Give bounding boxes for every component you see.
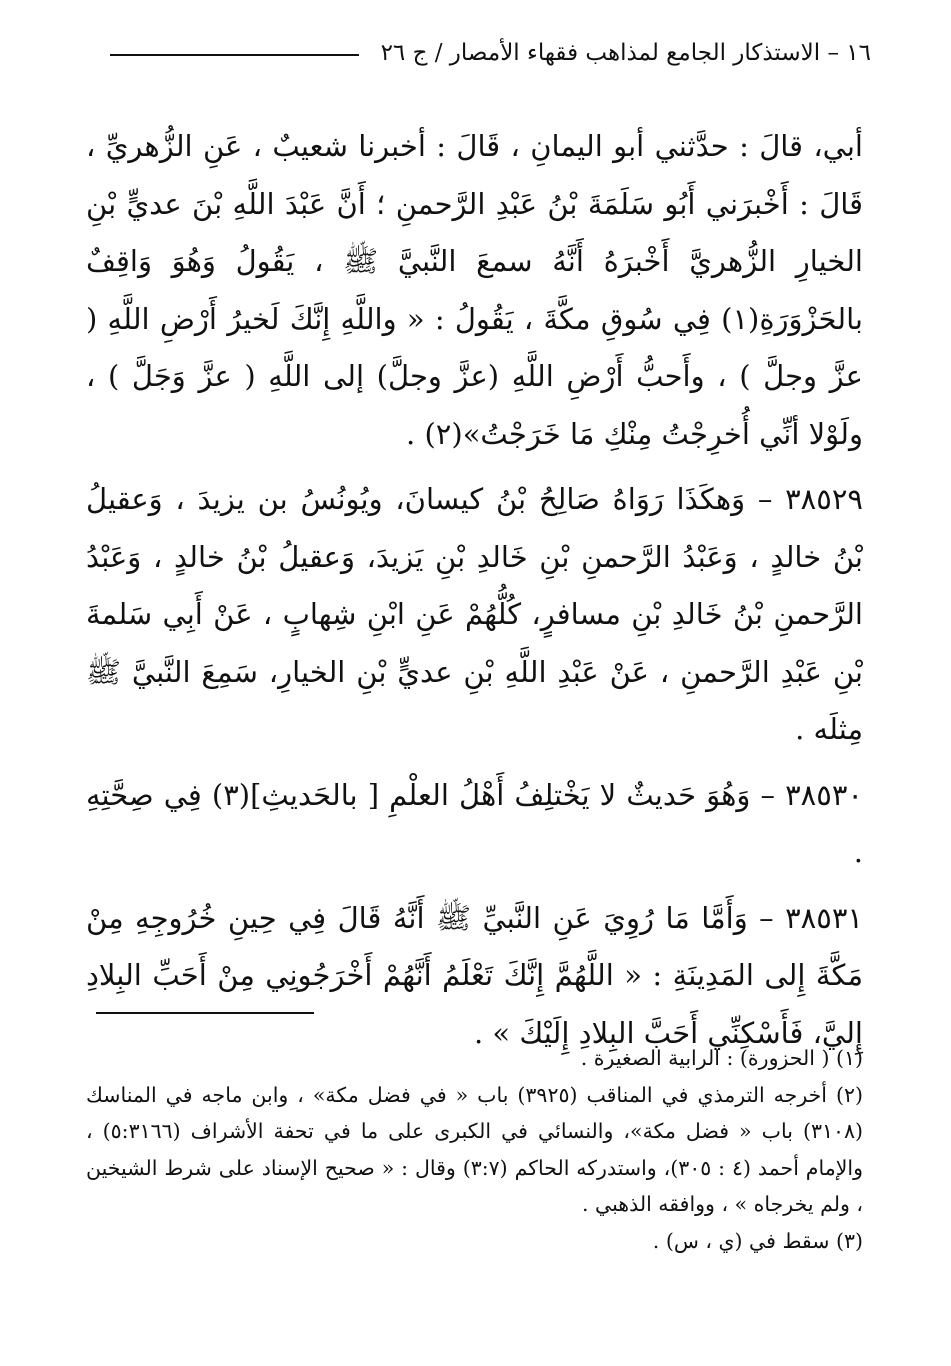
footnotes bbox=[86, 1040, 863, 1259]
paragraph-38531: ٣٨٥٣١ – وَأَمَّا مَا رُوِيَ عَنِ النَّبيِّ ﷺ أَنَّهُ قَالَ فِي حِينِ خُرُوجِهِ مِنْ مَكَّةَ إِلى المَدِينَةِ : « اللَّهُمَّ إِنَّكَ تَعْلَمُ أَنَّهُمْ أَخْرَجُونِي مِنْ أَحَبِّ البِلادِ إِليَّ، فَأَسْكِنِّي أَحَبَّ البِلادِ إِلَيْكَ » . bbox=[86, 900, 863, 1050]
paragraph-hadith-intro: أبي، قالَ : حدَّثني أبو اليمانِ ، قَالَ : أخبرنا شعيبٌ ، عَنِ الزُّهريِّ ، قَالَ : أَخْبرَني أَبُو سَلَمَةَ بْنُ عَبْدِ الرَّحمنِ ؛ أَنَّ عَبْدَ اللَّهِ بْنَ عديٍّ بْنِ الخيارِ الزُّهريَّ أَخْبرَهُ أَنَّهُ سمعَ النَّبيَّ ﷺ ، يَقُولُ وَهُوَ وَاقِفٌ بالحَزْوَرَةِ(١) فِي سُوقِ مكَّةَ ، يَقُولُ : « واللَّهِ إِنَّكَ لَخيرُ أَرْضِ اللَّهِ ( عزَّ وجلَّ ) ، وأَحبُّ أَرْضِ اللَّهِ (عزَّ وجلَّ) إلى اللَّهِ ( عزَّ وَجَلَّ ) ، ولَوْلا أنِّي أُخرِجْتُ مِنْكِ مَا خَرَجْتُ»(٢) . bbox=[86, 129, 863, 451]
footnote-1: (١) ( الحزورة) : الرابية الصغيرة . bbox=[580, 1046, 863, 1070]
running-title: ١٦ – الاستذكار الجامع لمذاهب فقهاء الأمصار / ج ٢٦ bbox=[380, 40, 871, 66]
paragraph-38530: ٣٨٥٣٠ – وَهُوَ حَديثٌ لا يَخْتلِفُ أَهْلُ العلْمِ [ بالحَديثِ](٣) فِي صِحَّتِهِ . bbox=[86, 777, 863, 869]
footnote-2: (٢) أخرجه الترمذي في المناقب (٣٩٢٥) باب « في فضل مكة» ، وابن ماجه في المناسك (٣١٠٨) باب « فضل مكة»، والنسائي في الكبرى على ما في تحفة الأشراف (٥:٣١٦٦) ، والإمام أحمد (٤ : ٣٠٥)، واستدركه الحاكم (٣:٧) وقال : « صحيح الإسناد على شرط الشيخين ، ولم يخرجاه » ، ووافقه الذهبي . bbox=[86, 1082, 863, 1216]
running-header bbox=[110, 40, 871, 66]
paragraph-38529: ٣٨٥٢٩ – وَهكَذَا رَوَاهُ صَالِحُ بْنُ كيسانَ، ويُونُسُ بن يزيدَ ، وَعقيلُ بْنُ خالدٍ ، وَعَبْدُ الرَّحمنِ بْنِ خَالدِ بْنِ يَزيدَ، وَعقيلُ بْنُ خالدٍ ، وَعَبْدُ الرَّحمنِ بْنُ خَالدِ بْنِ مسافرٍ، كُلُّهُمْ عَنِ ابْنِ شِهابٍ ، عَنْ أَبِي سَلمةَ بْنِ عَبْدِ الرَّحمنِ ، عَنْ عَبْدِ اللَّهِ بْنِ عديٍّ بْنِ الخيارِ، سَمِعَ النَّبيَّ ﷺ مِثلَه . bbox=[86, 482, 863, 746]
main-text bbox=[86, 118, 863, 1062]
footnote-3: (٣) سقط في (ي ، س) . bbox=[652, 1228, 863, 1253]
header-rule bbox=[110, 54, 359, 56]
footnote-separator bbox=[96, 1012, 314, 1014]
